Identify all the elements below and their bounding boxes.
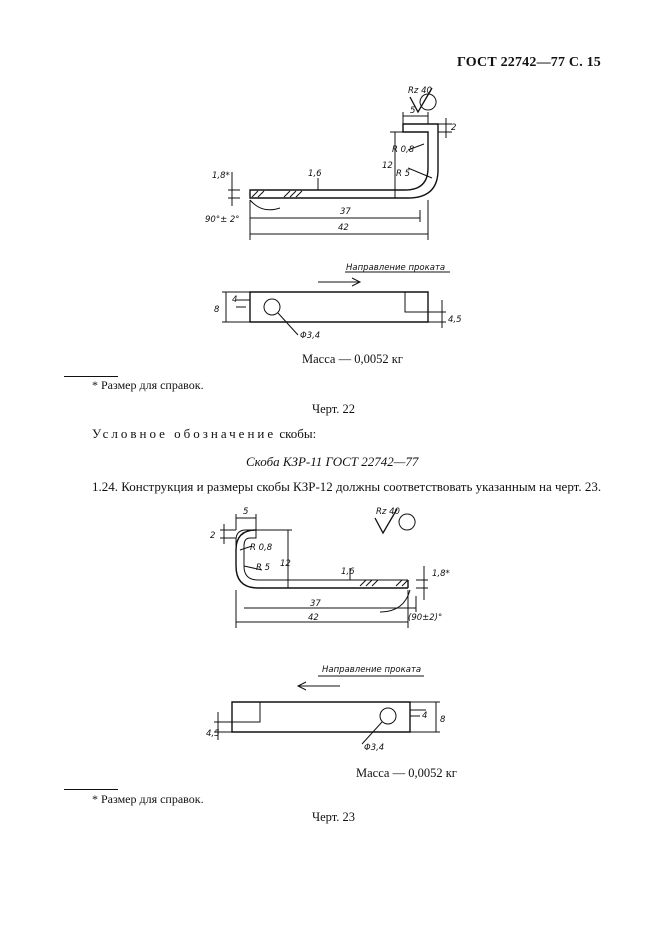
fig22-dim-42: 42 <box>338 223 349 233</box>
fig23-dim-2: 2 <box>210 531 216 541</box>
footnote-rule <box>64 376 118 377</box>
fig23-dim-18: 1,8* <box>432 569 450 579</box>
fig22-mass: Масса — 0,0052 кг <box>302 352 403 366</box>
fig22-dim-12: 12 <box>382 161 393 171</box>
fig23-footnote: * Размер для справок. <box>92 792 204 806</box>
fig23-dim-12: 12 <box>280 559 291 569</box>
fig22-dim-hole: Φ3,4 <box>300 331 321 341</box>
figure-22-drawing <box>0 80 661 350</box>
fig22-caption: Черт. 22 <box>312 402 356 416</box>
fig22-rolling-direction: Направление проката <box>346 263 446 273</box>
fig23-dim-hole: Φ3,4 <box>364 743 385 753</box>
designation-value: Скоба КЗР-11 ГОСТ 22742—77 <box>246 454 419 469</box>
fig22-footnote: * Размер для справок. <box>92 378 204 392</box>
fig23-dim-16: 1,6 <box>341 567 355 577</box>
designation-label-spaced: Условное обозначение <box>92 426 277 441</box>
fig23-dim-r08: R 0,8 <box>250 543 273 553</box>
fig22-dim-5: 5 <box>410 106 416 116</box>
fig22-dim-4: 4 <box>232 295 238 305</box>
fig22-dim-angle: 90°± 2° <box>205 215 240 225</box>
fig22-dim-45: 4,5 <box>448 315 462 325</box>
fig22-dim-r5: R 5 <box>396 169 411 179</box>
fig22-dim-r08: R 0,8 <box>392 145 415 155</box>
fig22-dim-2: 2 <box>451 123 457 133</box>
figure-23-drawing <box>0 500 661 760</box>
fig22-dim-16: 1,6 <box>308 169 322 179</box>
fig23-dim-45: 4,5 <box>206 729 220 739</box>
fig23-dim-42: 42 <box>308 613 319 623</box>
fig23-dim-37: 37 <box>310 599 321 609</box>
designation-label <box>92 426 316 442</box>
fig23-mass: Масса — 0,0052 кг <box>356 766 457 780</box>
fig23-dim-angle: (90±2)° <box>408 613 443 623</box>
fig23-rolling-direction: Направление проката <box>322 665 422 675</box>
fig22-roughness: Rz 40 <box>408 86 432 96</box>
paragraph-1-24: 1.24. Конструкция и размеры скобы КЗР-12 должны соответствовать указанным на черт. 23. <box>92 479 602 494</box>
fig23-caption: Черт. 23 <box>312 810 356 824</box>
fig22-dim-8: 8 <box>214 305 220 315</box>
fig23-dim-5: 5 <box>243 507 249 517</box>
fig23-roughness: Rz 40 <box>376 507 400 517</box>
designation-label-rest: скобы: <box>276 426 317 441</box>
fig22-dim-37: 37 <box>340 207 351 217</box>
fig23-dim-r5: R 5 <box>256 563 271 573</box>
fig23-dim-8: 8 <box>440 715 446 725</box>
fig23-dim-4: 4 <box>422 711 428 721</box>
page-header: ГОСТ 22742—77 С. 15 <box>457 55 601 70</box>
fig22-dim-18: 1,8* <box>212 171 230 181</box>
footnote-rule-2 <box>64 789 118 790</box>
